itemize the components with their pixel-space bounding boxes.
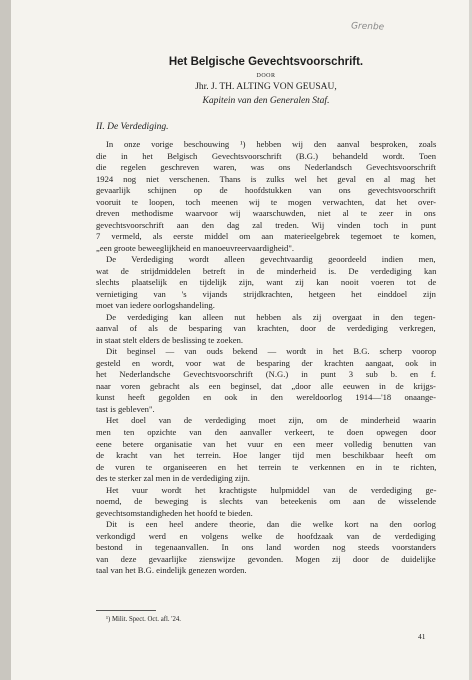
text-line: gevaarlijk schijnen op de hoofdstukken van ons gevechtsvoorschrift xyxy=(96,185,436,196)
article-title: Het Belgische Gevechtsvoorschrift. xyxy=(168,56,364,68)
text-line: dreven methodisme waarvoor wij waarschuwden, niet al te zeer in ons xyxy=(96,208,436,219)
text-line: vooruit te loopen, toch meenen wij te mogen verwachten, dat het over- xyxy=(96,196,436,207)
text-line: noemd, de beweging is slechts van beteekenis om aan de wisselende xyxy=(96,496,437,507)
text-line: gevechtsvoorschrift aan den dag zal treden. Wij vinden toch in punt xyxy=(96,219,437,230)
text-line: slechts plaatselijk en tijdelijk zijn, want zij kan nooit voeren tot de xyxy=(96,277,437,288)
handwritten-annotation: Grenbe xyxy=(350,21,385,33)
text-line: des te sterker zal men in de verdediging zijn. xyxy=(96,473,250,484)
text-line: Dit is een heel andere theorie, dan die welke kort na den oorlog xyxy=(106,519,436,530)
text-line: de vuren te organiseeren en het terrein te verkennen en in te richten, xyxy=(96,461,437,472)
text-line: „een groote beweeglijkheid en manoeuvreervaardigheid". xyxy=(96,242,294,253)
text-line: tast is gebleven". xyxy=(96,403,155,414)
text-line: het Nederlandsche Gevechtsvoorschrift (N.G.) in punt 3 sub b. en f. xyxy=(96,369,436,380)
text-line: gevechtsomstandigheden het hoofd te bieden. xyxy=(96,507,253,518)
text-line: in staat stelt elders de beslissing te zoeken. xyxy=(96,334,244,345)
text-line: De verdediging kan alleen nut hebben als zij overgaat in den tegen- xyxy=(106,311,436,322)
text-line: De Verdediging wordt alleen gevechtvaardig geoordeeld indien men, xyxy=(106,254,436,265)
text-line: moet van iedere oorlogshandeling. xyxy=(96,300,215,311)
text-line: naar voren gebracht als een beginsel, dat „door alle eeuwen in de krijgs- xyxy=(96,380,436,391)
footnote-rule xyxy=(96,610,156,611)
text-line: 1924 nog niet verschenen. Thans is zulks wel het geval en al mag het xyxy=(96,173,436,184)
byline-label: DOOR xyxy=(256,73,276,79)
page-number: 41 xyxy=(418,632,426,641)
author-rank: Kapitein van den Generalen Staf. xyxy=(202,96,330,106)
text-line: Het doel van de verdediging moet zijn, om de minderheid waarin xyxy=(106,415,437,426)
text-line: kunst heeft gegolden en ook in den wereldoorlog 1914—'18 onaange- xyxy=(96,392,436,403)
text-line: verkondigd werd en volgens welke de hoofdzaak van de verdediging xyxy=(96,530,436,541)
footnote: ¹) Milit. Spect. Oct. afl. '24. xyxy=(106,616,181,623)
text-line: wat de strijdmiddelen betreft in de minderheid is. De verdediging kan xyxy=(96,265,437,276)
text-line: die regelen geschreven waren, was ons Nederlandsch Gevechtsvoorschrift xyxy=(96,162,436,173)
text-line: In onze vorige beschouwing ¹) hebben wij den aanval besproken, zoals xyxy=(106,139,437,149)
text-line: taal van het B.G. eindelijk genezen worden. xyxy=(96,565,247,576)
text-line: vernietiging van 's vijands strijdkrachten, hetgeen het einddoel zijn xyxy=(96,288,436,299)
author-name: Jhr. J. TH. ALTING VON GEUSAU, xyxy=(195,82,337,92)
text-line: bestond in tegenaanvallen. In ons land worden nog steeds voorstanders xyxy=(96,542,436,553)
text-line: aanval of als de besparing van krachten, door de verdediging verkregen, xyxy=(96,323,436,334)
text-line: die in het Belgisch Gevechtsvoorschrift (B.G.) behandeld wordt. Toen xyxy=(96,150,436,161)
text-line: 7 vermeld, als eerste middel om aan materieelgebrek tegemoet te komen, xyxy=(96,231,437,242)
text-line: de kracht van het terrein. Hoe langer tijd men beschikbaar heeft om xyxy=(96,450,436,461)
text-line: gesteld en wordt, voor wat de besparing der krachten aangaat, ook in xyxy=(96,357,437,368)
text-line: van deze gevaarlijke zienswijze gevonden. Mogen zij door de duidelijke xyxy=(96,553,436,564)
text-line: eene betere organisatie van het vuur en een meer volledig benutten van xyxy=(96,438,436,449)
text-line: men ten opzichte van den aanvaller verkeert, te doen opwegen door xyxy=(96,427,437,437)
text-line: Het vuur wordt het krachtigste hulpmiddel van de verdediging ge- xyxy=(106,484,437,495)
text-line: Dit beginsel — van ouds bekend — wordt in het B.G. scherp voorop xyxy=(106,346,437,357)
section-heading: II. De Verdediging. xyxy=(96,122,169,132)
